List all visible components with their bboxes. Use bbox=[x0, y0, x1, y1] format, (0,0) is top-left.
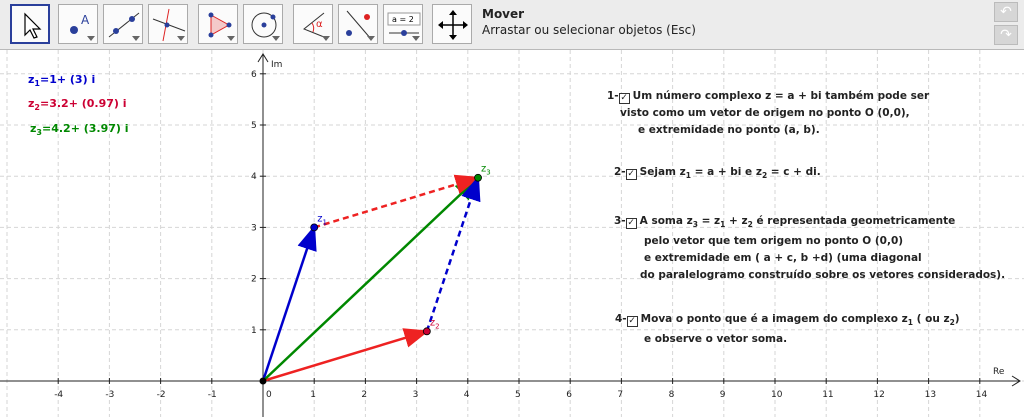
y-tick-label: 1 bbox=[251, 325, 257, 336]
x-tick-label: 6 bbox=[566, 390, 572, 400]
toolbar bbox=[0, 0, 1024, 50]
tool-move-button[interactable] bbox=[10, 4, 50, 44]
point-label-sub: 2 bbox=[435, 322, 440, 331]
svg-text:A: A bbox=[81, 13, 90, 27]
tool-move-view-button[interactable] bbox=[432, 4, 472, 44]
text-4: 4- ✓ Mova o ponto que é a imagem do complexo $z_1$ ( ou $z_2$) e observe o vetor soma. bbox=[615, 313, 960, 346]
point-label-z2: $z_2$ bbox=[429, 317, 440, 331]
tool-reflect-button[interactable] bbox=[338, 4, 378, 44]
algebra-z2: $z_2=3.2+ (0.97)$ i bbox=[28, 97, 127, 112]
y-tick-label: 5 bbox=[251, 121, 257, 131]
vectors bbox=[263, 178, 478, 381]
algebra-z3: $z_3=4.2+ (3.97)$ i bbox=[30, 122, 129, 137]
checkbox-2[interactable]: ✓ bbox=[627, 169, 635, 179]
undo-icon: ↶ bbox=[1000, 4, 1012, 20]
point-label-z1: $z_1$ bbox=[317, 213, 327, 227]
point-z3[interactable] bbox=[475, 174, 482, 181]
x-tick-label: -4 bbox=[54, 390, 64, 400]
x-tick-label: 5 bbox=[515, 390, 521, 400]
x-tick-label: 11 bbox=[822, 390, 834, 400]
x-tick-label: 4 bbox=[463, 390, 470, 400]
x-tick-label: -1 bbox=[207, 390, 217, 400]
x-tick-label: 13 bbox=[924, 390, 937, 400]
text-2: 2- ✓ Sejam $z_1 = a$ + bi e $z_2 = c$ + di. bbox=[614, 166, 821, 181]
x-tick-label: 7 bbox=[617, 390, 624, 400]
tool-line-button[interactable] bbox=[103, 4, 143, 44]
axes bbox=[0, 54, 1020, 417]
checkbox-4[interactable]: ✓ bbox=[628, 316, 636, 326]
tool-help-text: Arrastar ou selecionar objetos (Esc) bbox=[482, 23, 696, 37]
y-tick-label: 6 bbox=[251, 69, 257, 80]
y-tick-label: 2 bbox=[251, 274, 257, 285]
checkbox-3[interactable]: ✓ bbox=[627, 218, 635, 228]
tool-perpendicular-button[interactable] bbox=[148, 4, 188, 44]
text-3: 3- ✓ A soma $z_3 = z_1 + z_2$ é representada geometricamente pelo vetor que tem origem no ponto O (0,0) e extremidade em ( a + c, b +d) (uma diagonal do paralelogramo construído sobre os vetores considerados). bbox=[614, 215, 1006, 282]
point-z2[interactable] bbox=[423, 328, 430, 335]
svg-text:α: α bbox=[316, 19, 323, 30]
y-tick-label: 3 bbox=[251, 223, 257, 234]
move-arrow-icon bbox=[12, 6, 52, 46]
tool-slider-button[interactable] bbox=[383, 4, 423, 44]
tool-angle-button[interactable] bbox=[293, 4, 333, 44]
point-label-sub: 3 bbox=[486, 168, 491, 177]
undo-button[interactable] bbox=[994, 2, 1018, 22]
redo-button[interactable] bbox=[994, 25, 1018, 45]
text-1: 1- ✓ Um número complexo z = a + bi também pode ser visto como um vetor de origem no ponto O (0,0), e extremidade no ponto (a, b). bbox=[607, 90, 930, 136]
x-tick-label: -3 bbox=[105, 390, 115, 400]
svg-text:a = 2: a = 2 bbox=[392, 15, 414, 24]
move-graphics-view-icon bbox=[433, 5, 473, 45]
tool-circle-button[interactable] bbox=[243, 4, 283, 44]
origin-point bbox=[260, 378, 267, 385]
tool-point-button[interactable] bbox=[58, 4, 98, 44]
x-tick-label: 12 bbox=[873, 390, 885, 400]
x-tick-label: 8 bbox=[668, 390, 675, 400]
y-tick-label: 4 bbox=[251, 172, 257, 183]
x-tick-label: 9 bbox=[719, 390, 726, 400]
x-tick-label: 10 bbox=[771, 390, 783, 400]
tool-polygon-button[interactable] bbox=[198, 4, 238, 44]
x-tick-label: 0 bbox=[266, 390, 272, 400]
x-tick-label: 2 bbox=[361, 390, 368, 400]
x-tick-label: 14 bbox=[975, 390, 988, 400]
x-tick-label: -2 bbox=[156, 390, 166, 400]
grid bbox=[0, 50, 1024, 417]
redo-icon: ↷ bbox=[1000, 27, 1012, 43]
point-z1[interactable] bbox=[311, 224, 318, 231]
tool-name: Mover bbox=[482, 7, 525, 21]
point-label-sub: 1 bbox=[322, 218, 327, 227]
algebra-z1: $z_1=1+ (3)$ i bbox=[28, 73, 96, 88]
checkbox-1[interactable]: ✓ bbox=[620, 93, 628, 103]
vector-z3 bbox=[263, 178, 478, 381]
x-tick-label: 3 bbox=[412, 390, 419, 400]
y-axis-label: Im bbox=[271, 60, 283, 70]
x-axis-label: Re bbox=[993, 367, 1005, 377]
graphics-view[interactable] bbox=[0, 50, 1024, 417]
x-tick-label: 1 bbox=[310, 390, 316, 400]
point-label-z3: $z_3$ bbox=[481, 163, 491, 177]
